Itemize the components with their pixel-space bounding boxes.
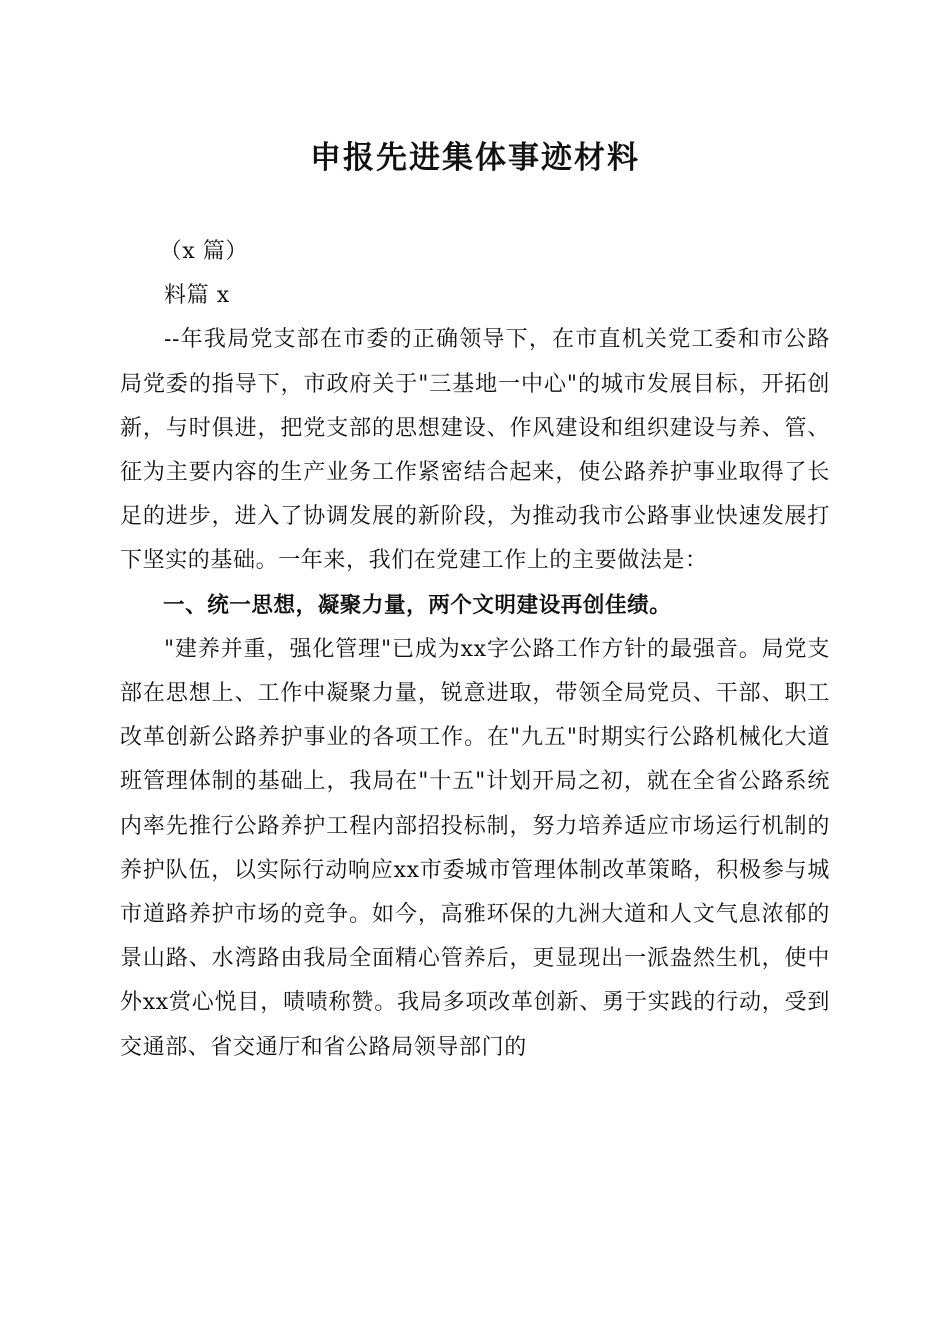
paragraph-section-one: "建养并重，强化管理"已成为xx字公路工作方针的最强音。局党支部在思想上、工作中凝聚力量，锐意进取，带领全局党员、干部、职工改革创新公路养护事业的各项工作。在"九五"时期实行公路机械化大道班管理体制的基础上，我局在"十五"计划开局之初，就在全省公路系统内率先推行公路养护工程内部招投标制，努力培养适应市场运行机制的养护队伍，以实际行动响应xx市委城市管理体制改革策略，积极参与城市道路养护市场的竞争。如今，高雅环保的九洲大道和人文气息浓郁的景山路、水湾路由我局全面精心管养后，更显现出一派盎然生机，使中外xx赏心悦目，啧啧称赞。我局多项改革创新、勇于实践的行动，受到交通部、省交通厅和省公路局领导部门的 <box>120 636 830 1060</box>
paragraph-source: 料篇 x <box>164 283 230 309</box>
document-title: 申报先进集体事迹材料 <box>310 140 640 176</box>
paragraph-subtitle: （x 篇） <box>159 239 248 264</box>
section-heading: 一、统一思想，凝聚力量，两个文明建设再创佳绩。 <box>163 592 672 618</box>
paragraph-intro: --年我局党支部在市委的正确领导下，在市直机关党工委和市公路局党委的指导下，市政府关于"三基地一中心"的城市发展目标，开拓创新，与时俱进，把党支部的思想建设、作风建设和组织建设与养、管、征为主要内容的生产业务工作紧密结合起来，使公路养护事业取得了长足的进步，进入了协调发展的新阶段，为推动我市公路事业快速发展打下坚实的基础。一年来，我们在党建工作上的主要做法是： <box>120 327 830 574</box>
document-body <box>120 230 830 1070</box>
